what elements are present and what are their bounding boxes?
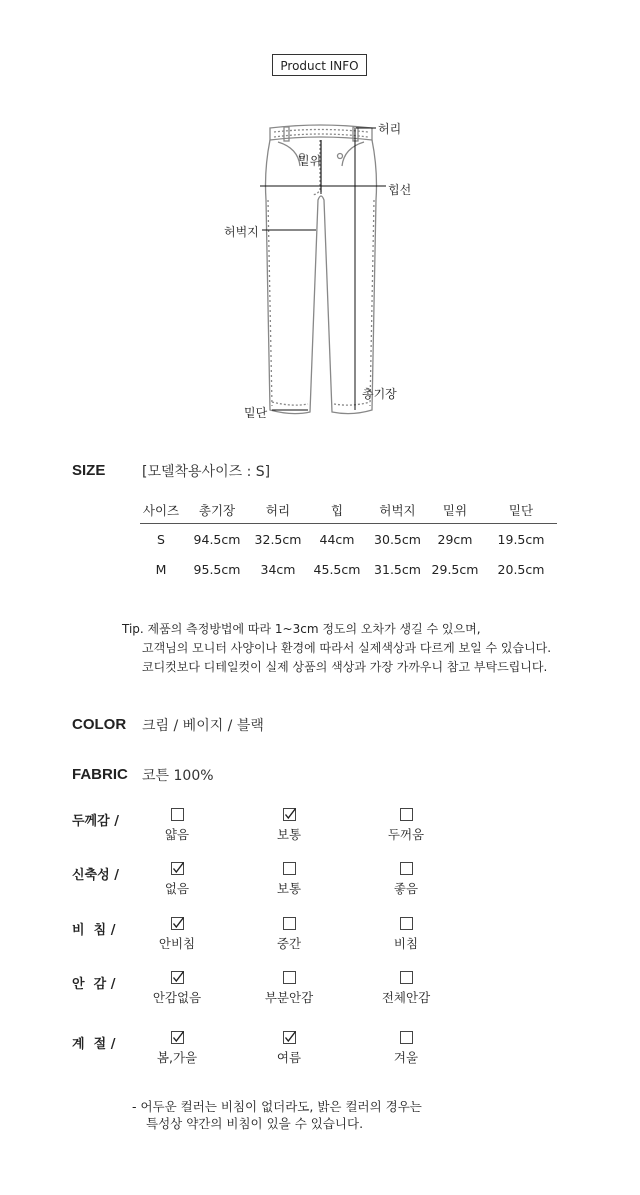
table-cell: 30.5cm: [374, 531, 421, 547]
table-cell: 32.5cm: [254, 531, 302, 547]
checkbox-icon: [400, 971, 413, 984]
table-cell: 29cm: [437, 531, 473, 547]
col-header: 허리: [252, 496, 304, 524]
checked-checkbox-icon: [171, 1031, 184, 1044]
criterion-option: [351, 1031, 461, 1066]
criterion-option: [351, 917, 461, 952]
option-label: 중간: [276, 936, 302, 951]
product-info-title: Product INFO: [272, 54, 367, 76]
checkbox-icon: [400, 917, 413, 930]
fabric-heading: FABRIC: [72, 766, 128, 783]
col-header: 총기장: [182, 496, 252, 524]
table-cell: 19.5cm: [497, 531, 545, 547]
table-cell: 95.5cm: [193, 561, 241, 577]
criterion-option: [122, 862, 232, 897]
col-header: 밑위: [425, 496, 485, 524]
size-table: [140, 496, 557, 584]
table-cell: 34cm: [260, 561, 296, 577]
col-header: 사이즈: [140, 496, 182, 524]
option-label: 안비침: [158, 936, 196, 951]
option-label: 비침: [393, 936, 419, 951]
table-cell: 31.5cm: [374, 561, 421, 577]
criterion-option: [122, 808, 232, 843]
note-line-2: 특성상 약간의 비침이 있을 수 있습니다.: [146, 1116, 364, 1131]
table-row: [140, 524, 557, 555]
criterion-option: [122, 917, 232, 952]
option-label: 좋음: [393, 881, 419, 896]
color-heading: COLOR: [72, 716, 127, 733]
criterion-option: [122, 1031, 232, 1066]
option-label: 여름: [276, 1050, 302, 1065]
option-label: 겨울: [393, 1050, 419, 1065]
option-label: 얇음: [164, 827, 190, 842]
checked-checkbox-icon: [283, 808, 296, 821]
option-label: 부분안감: [264, 990, 314, 1005]
model-size-note: [모델착용사이즈 : S]: [142, 464, 271, 480]
criterion-label: 비 침 /: [72, 923, 116, 938]
col-header: 밑단: [485, 496, 557, 524]
checkbox-icon: [400, 808, 413, 821]
option-label: 안감없음: [152, 990, 202, 1005]
note-line-1: - 어두운 컬러는 비침이 없더라도, 밝은 컬러의 경우는: [132, 1099, 422, 1114]
option-label: 없음: [164, 881, 190, 896]
criterion-option: [234, 1031, 344, 1066]
checkbox-icon: [283, 862, 296, 875]
size-heading: SIZE: [72, 462, 106, 479]
table-cell: 29.5cm: [431, 561, 479, 577]
criterion-label: 계 절 /: [72, 1037, 116, 1052]
option-label: 두꺼움: [387, 827, 425, 842]
table-cell: M: [155, 561, 167, 577]
fabric-value: 코튼 100%: [142, 768, 214, 784]
criterion-label: 신축성 /: [72, 868, 119, 883]
length-label: 총기장: [362, 387, 397, 401]
criterion-option: [351, 808, 461, 843]
tip-line-3: 코디컷보다 디테일컷이 실제 상품의 색상과 가장 가까우니 참고 부탁드립니다.: [142, 660, 548, 674]
criterion-option: [234, 808, 344, 843]
option-label: 전체안감: [381, 990, 431, 1005]
size-table-header: [140, 496, 557, 524]
col-header: 힙: [304, 496, 370, 524]
checkbox-icon: [400, 862, 413, 875]
criterion-option: [351, 862, 461, 897]
color-value: 크림 / 베이지 / 블랙: [142, 718, 264, 734]
option-label: 보통: [276, 881, 302, 896]
rise-label: 밑위: [298, 154, 322, 168]
col-header: 허벅지: [370, 496, 425, 524]
option-label: 봄,가을: [156, 1050, 198, 1065]
criterion-option: [234, 917, 344, 952]
tip-line-1: Tip. 제품의 측정방법에 따라 1~3cm 정도의 오차가 생길 수 있으며,: [122, 622, 481, 636]
checkbox-icon: [400, 1031, 413, 1044]
criterion-option: [122, 971, 232, 1006]
hem-label: 밑단: [244, 406, 268, 420]
criterion-option: [351, 971, 461, 1006]
checkbox-icon: [283, 917, 296, 930]
checkbox-icon: [283, 971, 296, 984]
table-cell: S: [157, 531, 165, 547]
criterion-label: 두께감 /: [72, 814, 119, 829]
checkbox-icon: [171, 808, 184, 821]
table-row: [140, 554, 557, 584]
checked-checkbox-icon: [171, 971, 184, 984]
thigh-label: 허벅지: [224, 225, 259, 239]
checked-checkbox-icon: [283, 1031, 296, 1044]
table-cell: 44cm: [319, 531, 355, 547]
checked-checkbox-icon: [171, 917, 184, 930]
option-label: 보통: [276, 827, 302, 842]
checked-checkbox-icon: [171, 862, 184, 875]
table-cell: 45.5cm: [313, 561, 361, 577]
criterion-label: 안 감 /: [72, 977, 116, 992]
criterion-option: [234, 971, 344, 1006]
table-cell: 20.5cm: [497, 561, 545, 577]
hip-label: 힙선: [388, 183, 412, 197]
waist-label: 허리: [378, 122, 402, 136]
criterion-option: [234, 862, 344, 897]
table-cell: 94.5cm: [193, 531, 241, 547]
tip-line-2: 고객님의 모니터 사양이나 환경에 따라서 실제색상과 다르게 보일 수 있습니다.: [142, 641, 552, 655]
